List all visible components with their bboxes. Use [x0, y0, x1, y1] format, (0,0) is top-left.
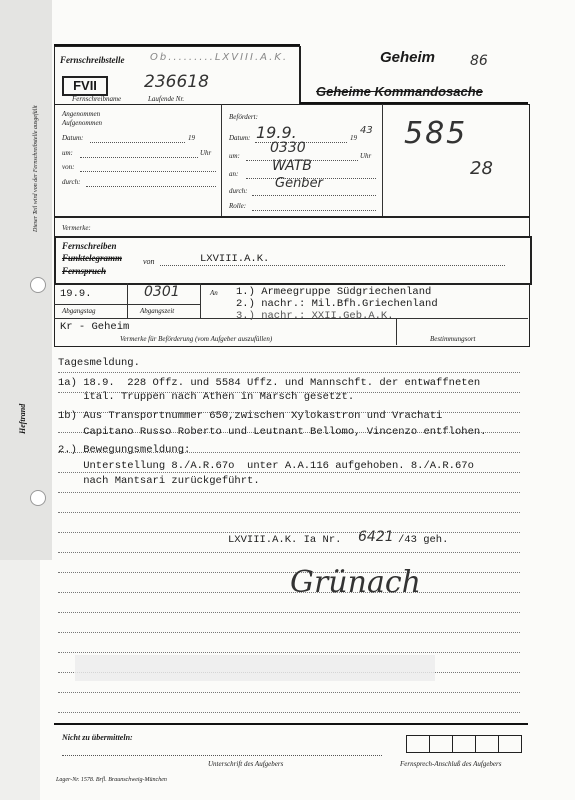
rule [58, 632, 520, 633]
punch-hole [30, 277, 46, 293]
rule [58, 612, 520, 613]
handwritten-ref: 86 [470, 53, 488, 69]
priority-label: Vermerke für Beförderung (vom Aufgeber auszufüllen) [120, 335, 273, 343]
received-by-label: durch: [62, 178, 81, 186]
dispatch-day-label: Abgangstag [62, 307, 96, 315]
dispatch-time-label: Abgangszeit [140, 307, 175, 315]
type-radiogram: Funktelegramm [62, 253, 123, 263]
dispatch-to-label: An [210, 289, 218, 297]
ref-code: FVII [62, 76, 108, 96]
type-phone: Fernspruch [62, 266, 107, 276]
body-line-6: 2.) Bewegungsmeldung: [58, 444, 191, 456]
recipient-1: 1.) Armeegruppe Südgriechenland [236, 286, 432, 298]
recipient-3: 3.) nachr.: XXII.Geb.A.K. [236, 310, 394, 322]
forwarded-year-value: 43 [360, 125, 373, 136]
rule [58, 472, 520, 473]
forwarded-role-label: Rolle: [229, 202, 247, 210]
rule [58, 512, 520, 513]
fs-name-label: Fernschreibname [72, 95, 122, 103]
rule [58, 572, 520, 573]
received-at-label: um: [62, 149, 73, 157]
sender-unit: LXVIII.A.K. [200, 253, 270, 265]
received-from-label: von: [62, 163, 75, 171]
body-line-1: Tagesmeldung. [58, 357, 140, 369]
dispatch-day: 19.9. [60, 288, 92, 300]
rule [54, 304, 200, 305]
forwarded-to-value: WATB [272, 158, 312, 174]
punch-hole [30, 490, 46, 506]
rule [58, 372, 520, 373]
forwarded-date-label: Datum: [229, 134, 251, 142]
rule [396, 318, 397, 345]
rule [86, 186, 216, 187]
remarks-label: Vermerke: [62, 224, 91, 232]
rule [58, 532, 520, 533]
rule [58, 652, 520, 653]
phone-boxes [406, 735, 522, 753]
reference-suffix: /43 geh. [398, 534, 449, 546]
rule [200, 283, 201, 318]
struck-classification: Geheime Kommandosache [316, 84, 483, 99]
dispatch-time: 0301 [144, 284, 180, 300]
print-info: Lager-Nr. 1578. Brfl. Braunschweig-München [56, 777, 167, 783]
forwarded-year-prefix: 19 [350, 134, 357, 142]
body-line-4: 1b) Aus Transportnummer 650,zwischen Xylokastron und Vrachati [58, 410, 443, 422]
phone-digit-box [499, 735, 522, 753]
body-line-8: nach Mantsari zurückgeführt. [58, 475, 260, 487]
page-left-edge-lower [0, 560, 40, 800]
rule [90, 142, 185, 143]
remarks-box [54, 216, 530, 238]
ref-number: 236618 [144, 72, 209, 92]
rule [127, 283, 128, 318]
phone-digit-box [430, 735, 453, 753]
type-from-label: von [143, 257, 155, 266]
stamp-number-sub: 28 [470, 158, 493, 179]
rule [58, 592, 520, 593]
priority-value: Kr - Geheim [60, 321, 130, 333]
rule [62, 755, 382, 756]
sender-signature-label: Unterschrift des Aufgebers [208, 760, 284, 768]
stamp-number-main: 585 [404, 116, 468, 151]
forwarded-at-label: um: [229, 152, 240, 160]
forwarded-by-value: Genber [275, 176, 323, 191]
type-telex: Fernschreiben [62, 241, 117, 251]
body-line-7: Unterstellung 8./A.R.67o unter A.A.116 aufgehoben. 8./A.R.67o [58, 460, 474, 472]
body-line-2: 1a) 18.9. 228 Offz. und 5584 Uffz. und Mannschft. der entwaffneten [58, 377, 481, 389]
rule [58, 692, 520, 693]
phone-digit-box [406, 735, 430, 753]
rule [160, 265, 505, 266]
accepted-label: Angenommen [62, 110, 101, 118]
relay-label: Nicht zu übermitteln: [62, 733, 133, 742]
rule [58, 492, 520, 493]
body-line-5: Capitano Russo Roberto und Leutnant Bellomo, Vincenzo entflohen. [58, 426, 487, 438]
received-year-prefix: 19 [188, 134, 195, 142]
received-hour-label: Uhr [200, 149, 212, 157]
phone-label: Fernsprech-Anschluß des Aufgebers [400, 760, 502, 768]
vertical-note: Dieser Teil wird von der Fernschreibstelle ausgefüllt [33, 105, 39, 232]
rule [252, 195, 376, 196]
forwarded-to-label: an: [229, 170, 239, 178]
recorded-label: Aufgenommen [62, 119, 103, 127]
received-date-label: Datum: [62, 134, 84, 142]
signature: Grünach [290, 565, 421, 600]
station-value: Ob.........LXVIII.A.K. [150, 52, 289, 63]
smudge [75, 655, 435, 681]
rule [58, 712, 520, 713]
rule [80, 157, 198, 158]
reference-number: 6421 [358, 529, 394, 545]
type-box [54, 236, 532, 285]
reference-prefix: LXVIII.A.K. Ia Nr. [228, 534, 342, 546]
body-line-3: ital. Truppen nach Athen in Marsch gesetzt. [58, 391, 355, 403]
rule [252, 210, 376, 211]
rule [80, 171, 216, 172]
forwarded-by-label: durch: [229, 187, 248, 195]
phone-digit-box [453, 735, 476, 753]
edge-word: Heftrand [18, 403, 27, 434]
phone-digit-box [476, 735, 499, 753]
rule [58, 552, 520, 553]
running-nr-label: Laufende Nr. [148, 95, 185, 103]
classification: Geheim [380, 49, 436, 66]
destination-label: Bestimmungsort [430, 335, 476, 343]
recipient-2: 2.) nachr.: Mil.Bfh.Griechenland [236, 298, 438, 310]
station-label: Fernschreibstelle [60, 55, 125, 65]
rule [221, 104, 222, 216]
forwarded-date-value: 19.9. [256, 123, 297, 142]
rule [54, 723, 528, 725]
forwarded-label: Befördert: [229, 113, 258, 121]
forwarded-hour-label: Uhr [360, 152, 372, 160]
rule [382, 104, 383, 216]
forwarded-time-value: 0330 [270, 140, 306, 156]
